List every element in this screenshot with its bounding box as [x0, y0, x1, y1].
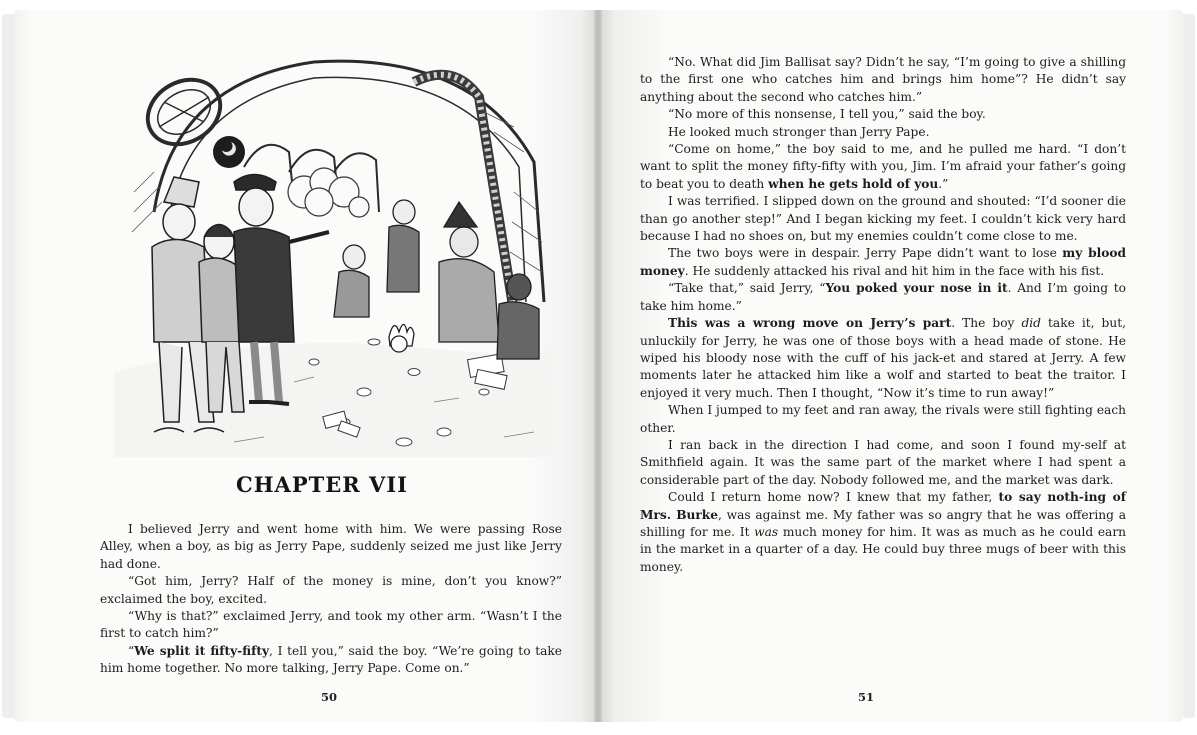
paragraph: “Take that,” said Jerry, “You poked your nose in it. And I’m going to take him home.”: [640, 281, 1126, 313]
right-page-edges: [1183, 14, 1195, 718]
paragraph: “Got him, Jerry? Half of the money is mine, don’t you know?” exclaimed the boy, excited.: [100, 574, 562, 606]
paragraph: I was terrified. I slipped down on the ground and shouted: “I’d sooner die than go another step!” And I began kicking my feet. I couldn’t kick very hard because I had no shoes on, but my enemies couldn’t come close to me.: [640, 194, 1126, 244]
paragraph: “No more of this nonsense, I tell you,” said the boy.: [668, 107, 986, 122]
chapter-illustration: [114, 42, 554, 457]
book-spine: [594, 10, 602, 722]
right-page-text: [640, 54, 1126, 576]
paragraph: I believed Jerry and went home with him. We were passing Rose Alley, when a boy, as big as Jerry Pape, suddenly seized me just like Jerry had done.: [100, 522, 562, 571]
left-page: [14, 10, 598, 722]
paragraph: “No. What did Jim Ballisat say? Didn’t he say, “I’m going to give a shilling to the first one who catches him and brings him home”? He didn’t say anything about the second who catches him.”: [640, 55, 1126, 104]
paragraph: “We split it fifty-fifty, I tell you,” said the boy. “We’re going to take him home together. No more talking, Jerry Pape. Come on.”: [100, 643, 562, 676]
paragraph: Could I return home now? I knew that my father, to say noth-ing of Mrs. Burke, was against me. My father was so angry that he was offering a shilling for me. It was much money for him. It was as much as he could earn in the market in a quarter of a day. He could buy three mugs of beer with this money.: [640, 490, 1126, 574]
paragraph: This was a wrong move on Jerry’s part. The boy did take it, but, unluckily for Jerry, he was one of those boys with a head made of stone. He wiped his bloody nose with the cuff of his jack-et and stared at Jerry. A few moments later he attacked him like a wolf and started to beat the traitor. I enjoyed it very much. Then I thought, “Now it’s time to run away!”: [640, 316, 1126, 400]
left-page-edges: [2, 14, 14, 718]
paragraph: I ran back in the direction I had come, and soon I found my-self at Smithfield again. It was the same part of the market where I had spent a considerable part of the day. Nobody followed me, and the market was dark.: [640, 437, 1126, 487]
paragraph: He looked much stronger than Jerry Pape.: [668, 124, 930, 139]
right-page: [598, 10, 1183, 722]
paragraph: “Why is that?” exclaimed Jerry, and took my other arm. “Wasn’t I the first to catch him?”: [100, 609, 562, 641]
paragraph: When I jumped to my feet and ran away, the rivals were still fighting each other.: [640, 403, 1126, 435]
left-page-text: [100, 521, 562, 678]
page-number-left: 50: [321, 690, 338, 704]
paragraph: The two boys were in despair. Jerry Pape didn’t want to lose my blood money. He suddenly attacked his rival and hit him in the face with his fist.: [640, 246, 1126, 278]
page-number-right: 51: [858, 690, 875, 704]
chapter-title: CHAPTER VII: [236, 472, 408, 497]
paragraph: “Come on home,” the boy said to me, and he pulled me hard. “I don’t want to split the money fifty-fifty with you, Jim. I’m afraid your father’s going to beat you to death when he gets hold of you.”: [640, 142, 1126, 191]
